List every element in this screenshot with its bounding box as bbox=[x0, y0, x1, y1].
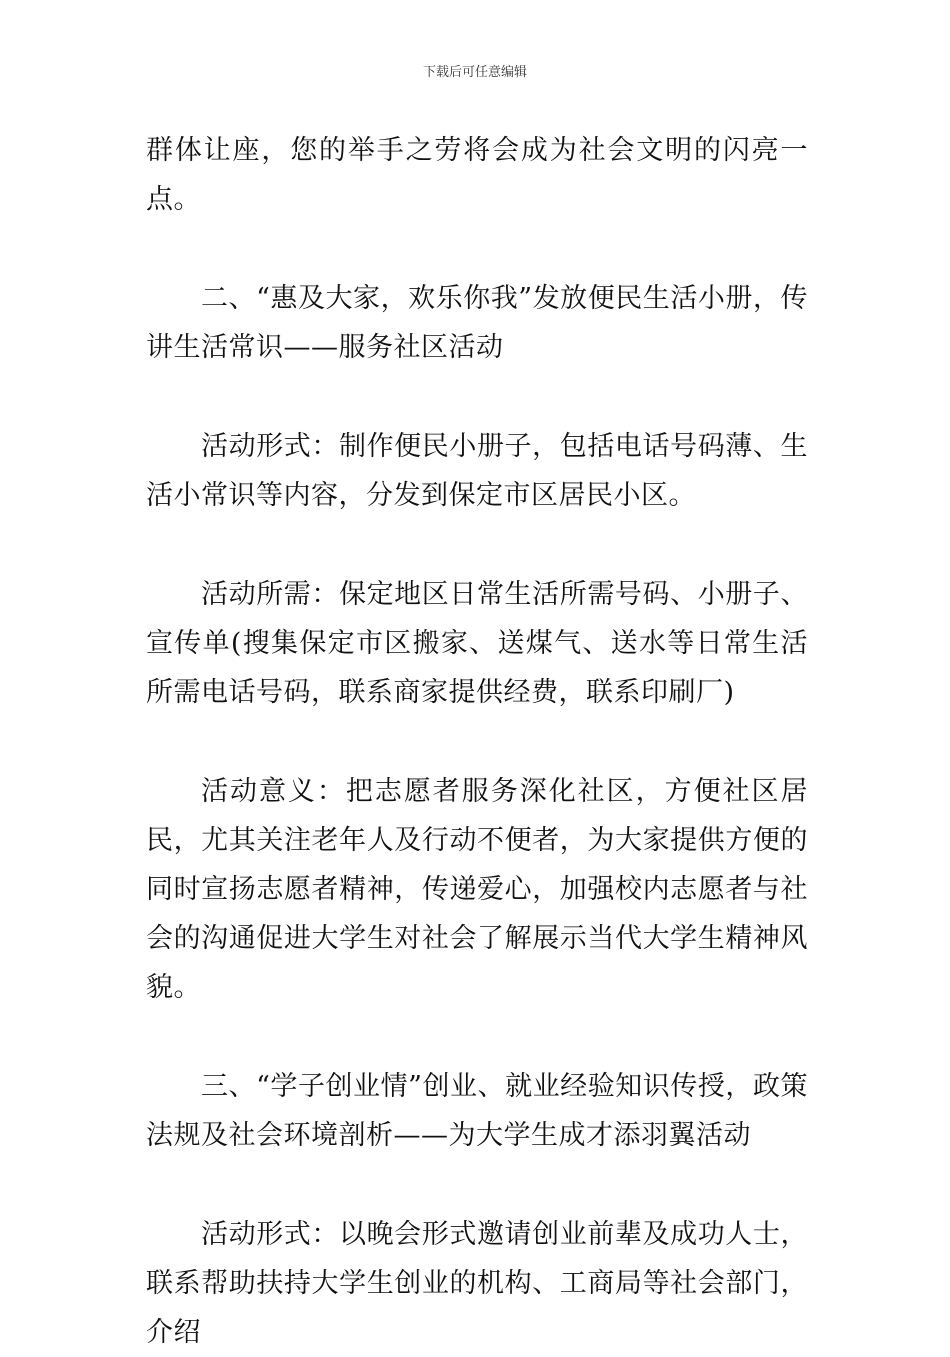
document-body bbox=[146, 126, 808, 1357]
section-heading-three: 三、“学子创业情”创业、就业经验知识传授，政策法规及社会环境剖析——为大学生成才添羽翼活动 bbox=[146, 1071, 808, 1151]
paragraph-continuation: 群体让座，您的举手之劳将会成为社会文明的闪亮一点。 bbox=[146, 135, 808, 215]
paragraph-activity-form-evening: 活动形式：以晚会形式邀请创业前辈及成功人士，联系帮助扶持大学生创业的机构、工商局等社会部门，介绍 bbox=[146, 1219, 808, 1348]
paragraph-activity-meaning: 活动意义：把志愿者服务深化社区，方便社区居民，尤其关注老年人及行动不便者，为大家提供方便的同时宣扬志愿者精神，传递爱心，加强校内志愿者与社会的沟通促进大学生对社会了解展示当代大学生精神风貌。 bbox=[146, 776, 808, 1003]
paragraph-activity-needs: 活动所需：保定地区日常生活所需号码、小册子、宣传单(搜集保定市区搬家、送煤气、送水等日常生活所需电话号码，联系商家提供经费，联系印刷厂) bbox=[146, 579, 808, 708]
section-heading-two: 二、“惠及大家，欢乐你我”发放便民生活小册，传讲生活常识——服务社区活动 bbox=[146, 283, 808, 363]
paragraph-activity-form: 活动形式：制作便民小册子，包括电话号码薄、生活小常识等内容，分发到保定市区居民小区。 bbox=[146, 431, 808, 511]
page-header-note: 下载后可任意编辑 bbox=[422, 65, 527, 80]
